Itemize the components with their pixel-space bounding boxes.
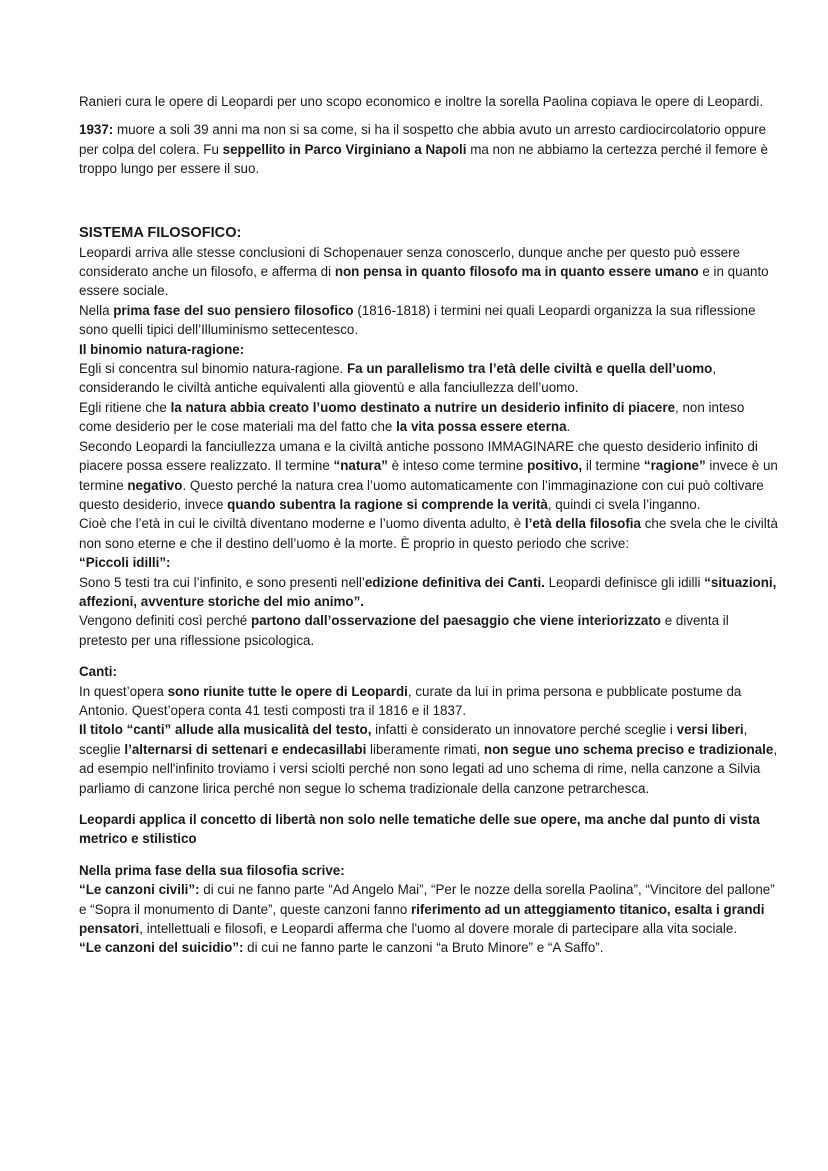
text-run: Egli si concentra sul binomio natura-ragione. — [79, 361, 347, 377]
bold-text-run: la natura abbia creato l’uomo destinato a nutrire un desiderio infinito di piacere — [170, 399, 676, 415]
bold-text-run: non pensa in quanto filosofo ma in quanto essere umano — [334, 264, 699, 280]
text-run: In quest’opera — [79, 683, 168, 699]
paragraph-fanciullezza — [79, 437, 778, 515]
section-heading-sistema-filosofico: SISTEMA FILOSOFICO: — [79, 224, 242, 241]
text-run: Secondo Leopardi la fanciullezza umana e la civiltà antiche possono IMMAGINARE che questo desiderio infinito di piacere possa essere realizzato. Il termine — [79, 438, 758, 474]
text-run: muore a soli 39 anni ma non si sa come, si ha il sospetto che abbia avuto un arresto cardiocircolatorio oppure per colpa del colera. Fu — [79, 122, 767, 157]
text-run: Sono 5 testi tra cui l’infinito, e sono presenti nell’ — [79, 574, 365, 590]
bold-text-run: “natura” — [333, 458, 388, 474]
text-run: , quindi ci svela l’inganno. — [547, 496, 701, 512]
bold-text-run: l’età della filosofia — [524, 516, 641, 532]
bold-text-run: Leopardi applica il concetto di libertà non solo nelle tematiche delle sue opere, ma anche dal punto di vista metrico e stilistico — [79, 812, 760, 847]
bold-text-run: Il binomio natura-ragione: — [79, 341, 245, 357]
text-run: , sceglie — [79, 722, 748, 757]
subheading-piccoli-idilli — [79, 553, 778, 572]
text-run: di cui ne fanno parte le canzoni “a Bruto Minore” e “A Saffo”. — [243, 940, 604, 956]
text-run: , ad esempio nell'infinito troviamo i versi sciolti perché non sono legati ad uno schema di rime, nella canzone a Silvia parliamo di canzone lirica perché non segue lo schema tradizionale della canzone petrarchesca. — [79, 741, 778, 796]
subheading-binomio — [79, 340, 778, 359]
text-run: Nella — [79, 302, 114, 318]
bold-text-run: versi liberi — [676, 722, 744, 738]
bold-text-run: la vita possa essere eterna — [396, 419, 567, 435]
text-run: . Questo perché la natura crea l’uomo automaticamente con l’immaginazione con cui può coltivare questo desiderio, invece — [79, 477, 764, 512]
paragraph-canti-titolo — [79, 720, 778, 798]
paragraph-eta-filosofia — [79, 514, 778, 553]
bold-text-run: positivo, — [527, 458, 583, 474]
text-run: infatti è considerato un innovatore perché sceglie i — [371, 722, 677, 738]
bold-text-run: “situazioni, affezioni, avventure storiche del mio animo”. — [79, 574, 777, 609]
text-run: è inteso come termine — [387, 458, 528, 474]
subheading-prima-fase-scrive — [79, 861, 778, 880]
text-run: Vengono definiti così perché — [79, 613, 251, 629]
bold-text-run: Fa un parallelismo tra l’età delle civiltà e quella dell’uomo — [346, 361, 713, 377]
paragraph-idilli-definiti — [79, 611, 778, 650]
text-run: e diventa il pretesto per una riflessione psicologica. — [79, 613, 729, 648]
text-run: (1816-1818) i termini nei quali Leopardi organizza la sua riflessione sono quelli tipici dell’Illuminismo settecentesco. — [79, 302, 756, 338]
text-run: e in quanto essere sociale. — [79, 264, 769, 299]
subheading-canti — [79, 662, 778, 681]
text-run: Leopardi arriva alle stesse conclusioni di Schopenauer senza conoscerlo, dunque anche per questo può essere considerato anche un filosofo, e afferma di — [79, 244, 741, 280]
bold-text-run: seppellito in Parco Virginiano a Napoli — [222, 141, 467, 157]
text-run: , considerando le civiltà antiche equivalenti alla gioventù e alla fanciullezza dell’uomo. — [79, 361, 717, 396]
text-run: , non inteso come desiderio per le cose materiali ma del fatto che — [79, 399, 745, 435]
bold-text-run: Nella prima fase della sua filosofia scrive: — [79, 862, 345, 878]
paragraph-canzoni-suicidio — [79, 938, 778, 957]
text-run: che svela che le civiltà non sono eterne e che il destino dell’uomo è la morte. È proprio in questo periodo che scrive: — [79, 516, 778, 551]
text-run: Egli ritiene che — [79, 399, 171, 415]
text-run: ma non ne abbiamo la certezza perché il femore è troppo lungo per essere il suo. — [79, 141, 768, 177]
bold-text-run: “Le canzoni del suicidio”: — [79, 940, 244, 956]
paragraph-canti-opera — [79, 682, 778, 721]
paragraph-prima-fase — [79, 301, 778, 340]
bold-text-run: edizione definitiva dei Canti. — [364, 574, 545, 590]
paragraph-1937 — [79, 120, 778, 178]
bold-text-run: “Le canzoni civili”: — [79, 882, 200, 898]
text-run: . — [566, 419, 571, 435]
bold-text-run: Canti: — [79, 664, 117, 680]
bold-text-run: prima fase del suo pensiero filosofico — [113, 302, 354, 318]
text-run: di cui ne fanno parte “Ad Angelo Mai”, “Per le nozze della sorella Paolina”, “Vincitore del pallone” e “Sopra il monumento di Dante”, queste canzoni fanno — [79, 882, 775, 917]
bold-text-run: 1937: — [79, 122, 114, 138]
bold-text-run: “Piccoli idilli”: — [79, 555, 171, 571]
paragraph-liberta — [79, 810, 778, 849]
paragraph-schopenauer — [79, 243, 778, 301]
paragraph-parallelismo — [79, 359, 778, 398]
bold-text-run: negativo — [127, 477, 183, 493]
text-run: invece è un termine — [79, 458, 778, 493]
bold-text-run: partono dall’osservazione del paesaggio che viene interiorizzato — [250, 613, 661, 629]
paragraph-canzoni-civili — [79, 880, 778, 938]
bold-text-run: non segue uno schema preciso e tradizionale — [483, 741, 774, 757]
text-run: Ranieri cura le opere di Leopardi per uno scopo economico e inoltre la sorella Paolina copiava le opere di Leopardi. — [79, 94, 764, 109]
bold-text-run: l’alternarsi di settenari e endecasillabi — [124, 741, 367, 757]
text-run: , curate da lui in prima persona e pubblicate postume da Antonio. Quest’opera conta 41 testi composti tra il 1816 e il 1837. — [79, 683, 742, 718]
bold-text-run: Il titolo “canti” allude alla musicalità del testo, — [79, 722, 372, 738]
paragraph-ranieri — [79, 92, 778, 111]
text-run: il termine — [582, 458, 644, 474]
text-run: , intellettuali e filosofi, e Leopardi afferma che l'uomo al dovere morale di partecipare alla vita sociale. — [139, 921, 738, 937]
bold-text-run: quando subentra la ragione si comprende la verità — [227, 496, 548, 512]
bold-text-run: sono riunite tutte le opere di Leopardi — [167, 683, 408, 699]
paragraph-natura — [79, 398, 778, 437]
bold-text-run: riferimento ad un atteggiamento titanico, esalta i grandi pensatori — [79, 901, 765, 937]
paragraph-idilli-testi — [79, 573, 778, 612]
text-run: Leopardi definisce gli idilli — [544, 574, 705, 590]
text-run: Cioè che l’età in cui le civiltà diventano moderne e l’uomo diventa adulto, è — [79, 516, 525, 532]
text-run: liberamente rimati, — [366, 741, 484, 757]
bold-text-run: “ragione” — [643, 458, 706, 474]
